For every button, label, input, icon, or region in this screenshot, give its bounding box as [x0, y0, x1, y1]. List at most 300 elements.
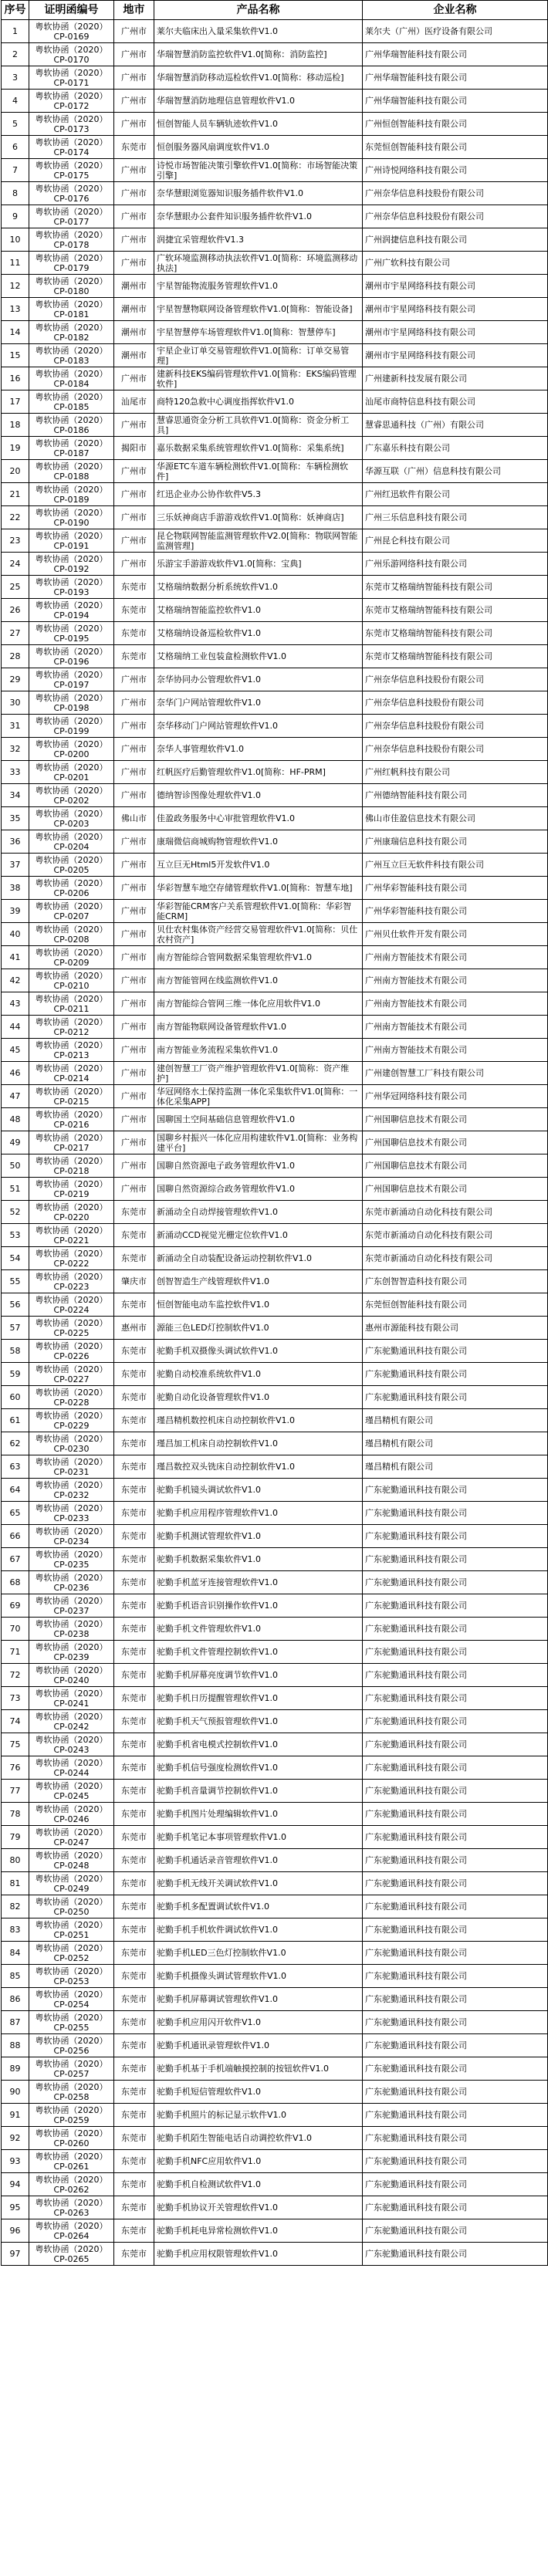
serial-number-cell: 33 — [2, 761, 29, 784]
table-row — [2, 1571, 548, 1594]
certificate-number-cell: 粤软协函（2020）CP-0173 — [29, 113, 114, 136]
city-cell: 东莞市 — [114, 1687, 154, 1710]
city-cell: 广州市 — [114, 1039, 154, 1062]
table-row — [2, 1756, 548, 1780]
certificate-number-cell: 粤软协函（2020）CP-0209 — [29, 946, 114, 969]
certificate-number-cell: 粤软协函（2020）CP-0196 — [29, 645, 114, 668]
company-name-cell: 广州国聊信息技术有限公司 — [363, 1131, 548, 1154]
city-cell: 东莞市 — [114, 2127, 154, 2150]
certificate-number-cell: 粤软协函（2020）CP-0230 — [29, 1432, 114, 1455]
table-row — [2, 1594, 548, 1618]
company-name-cell: 广州华瑞智能科技有限公司 — [363, 90, 548, 113]
city-cell: 广州市 — [114, 553, 154, 576]
certificate-number-cell: 粤软协函（2020）CP-0204 — [29, 830, 114, 854]
serial-number-cell: 87 — [2, 2011, 29, 2034]
certificate-number-cell: 粤软协函（2020）CP-0265 — [29, 2243, 114, 2266]
serial-number-cell: 56 — [2, 1293, 29, 1317]
company-name-cell: 慧睿思通科技（广州）有限公司 — [363, 414, 548, 437]
serial-number-cell: 37 — [2, 854, 29, 877]
serial-number-cell: 25 — [2, 576, 29, 599]
table-row — [2, 2011, 548, 2034]
table-row — [2, 1062, 548, 1085]
city-cell: 惠州市 — [114, 1317, 154, 1340]
city-cell: 东莞市 — [114, 1988, 154, 2011]
company-name-cell: 广东驼勤通讯科技有限公司 — [363, 1479, 548, 1502]
serial-number-cell: 36 — [2, 830, 29, 854]
table-row — [2, 1942, 548, 1965]
table-row — [2, 2034, 548, 2057]
product-name-cell: 德纳智诊图像处理软件V1.0 — [154, 784, 363, 807]
product-name-cell: 驼勤手机图片处理编辑软件V1.0 — [154, 1803, 363, 1826]
company-name-cell: 广东驼勤通讯科技有限公司 — [363, 1803, 548, 1826]
product-name-cell: 驼勤手机信号强度检测软件V1.0 — [154, 1756, 363, 1780]
city-cell: 广州市 — [114, 1131, 154, 1154]
city-cell: 东莞市 — [114, 1756, 154, 1780]
certificate-number-cell: 粤软协函（2020）CP-0203 — [29, 807, 114, 830]
certificate-number-cell: 粤软协函（2020）CP-0236 — [29, 1571, 114, 1594]
table-row — [2, 205, 548, 228]
table-row — [2, 738, 548, 761]
product-name-cell: 驼勤手机文件管理控制软件V1.0 — [154, 1641, 363, 1664]
certificate-number-cell: 粤软协函（2020）CP-0175 — [29, 159, 114, 182]
serial-number-cell: 52 — [2, 1201, 29, 1224]
company-name-cell: 瑾昌精机有限公司 — [363, 1432, 548, 1455]
serial-number-cell: 44 — [2, 1016, 29, 1039]
certificate-number-cell: 粤软协函（2020）CP-0213 — [29, 1039, 114, 1062]
table-row — [2, 946, 548, 969]
city-cell: 广州市 — [114, 414, 154, 437]
product-name-cell: 驼勤手机数据采集软件V1.0 — [154, 1548, 363, 1571]
serial-number-cell: 5 — [2, 113, 29, 136]
certificate-number-cell: 粤软协函（2020）CP-0246 — [29, 1803, 114, 1826]
certificate-number-cell: 粤软协函（2020）CP-0179 — [29, 252, 114, 275]
city-cell: 广州市 — [114, 830, 154, 854]
product-name-cell: 润捷宜采管理软件V1.3 — [154, 228, 363, 252]
table-row — [2, 1479, 548, 1502]
certificate-number-cell: 粤软协函（2020）CP-0244 — [29, 1756, 114, 1780]
table-row — [2, 1988, 548, 2011]
serial-number-cell: 51 — [2, 1178, 29, 1201]
serial-number-cell: 69 — [2, 1594, 29, 1618]
table-row — [2, 1154, 548, 1178]
table-row — [2, 1780, 548, 1803]
serial-number-cell: 79 — [2, 1826, 29, 1849]
table-header-row — [2, 1, 548, 20]
product-name-cell: 广软环境监测移动执法软件V1.0[简称：环境监测移动执法] — [154, 252, 363, 275]
company-name-cell: 广州华彩智能科技有限公司 — [363, 877, 548, 900]
city-cell: 东莞市 — [114, 1849, 154, 1872]
serial-number-cell: 15 — [2, 344, 29, 367]
company-name-cell: 广东驼勤通讯科技有限公司 — [363, 1780, 548, 1803]
table-row — [2, 1826, 548, 1849]
product-name-cell: 驼勤手机音量调节控制软件V1.0 — [154, 1780, 363, 1803]
certificate-number-cell: 粤软协函（2020）CP-0224 — [29, 1293, 114, 1317]
table-row — [2, 43, 548, 66]
serial-number-cell: 4 — [2, 90, 29, 113]
product-name-cell: 驼勤手机多配置调试软件V1.0 — [154, 1895, 363, 1918]
company-name-cell: 广东驼勤通讯科技有限公司 — [363, 1710, 548, 1733]
product-name-cell: 驼勤手机笔记本事项管理软件V1.0 — [154, 1826, 363, 1849]
serial-number-cell: 47 — [2, 1085, 29, 1108]
serial-number-cell: 2 — [2, 43, 29, 66]
serial-number-cell: 62 — [2, 1432, 29, 1455]
certificate-number-cell: 粤软协函（2020）CP-0169 — [29, 20, 114, 43]
company-name-cell: 广东驼勤通讯科技有限公司 — [363, 2081, 548, 2104]
table-row — [2, 1664, 548, 1687]
product-name-cell: 华瑞智慧消防地理信息管理软件V1.0 — [154, 90, 363, 113]
table-row — [2, 1687, 548, 1710]
serial-number-cell: 13 — [2, 298, 29, 321]
serial-number-cell: 68 — [2, 1571, 29, 1594]
city-cell: 广州市 — [114, 113, 154, 136]
certificate-number-cell: 粤软协函（2020）CP-0226 — [29, 1340, 114, 1363]
city-cell: 东莞市 — [114, 2196, 154, 2219]
product-name-cell: 驼勤手机照片的标记显示软件V1.0 — [154, 2104, 363, 2127]
product-name-cell: 莱尔夫临床出入量采集软件V1.0 — [154, 20, 363, 43]
table-row — [2, 228, 548, 252]
certificate-number-cell: 粤软协函（2020）CP-0258 — [29, 2081, 114, 2104]
company-name-cell: 广东驼勤通讯科技有限公司 — [363, 1965, 548, 1988]
city-cell: 东莞市 — [114, 1409, 154, 1432]
certificate-number-cell: 粤软协函（2020）CP-0229 — [29, 1409, 114, 1432]
serial-number-cell: 22 — [2, 506, 29, 529]
table-row — [2, 1803, 548, 1826]
city-cell: 东莞市 — [114, 136, 154, 159]
city-cell: 东莞市 — [114, 1664, 154, 1687]
table-row — [2, 275, 548, 298]
city-cell: 东莞市 — [114, 645, 154, 668]
company-name-cell: 广州奈华信息科技股份有限公司 — [363, 738, 548, 761]
table-row — [2, 2127, 548, 2150]
certificate-number-cell: 粤软协函（2020）CP-0218 — [29, 1154, 114, 1178]
city-cell: 广州市 — [114, 691, 154, 715]
table-row — [2, 900, 548, 923]
serial-number-cell: 50 — [2, 1154, 29, 1178]
header-company-name: 企业名称 — [363, 1, 548, 20]
product-name-cell: 艾格瑞纳数据分析系统软件V1.0 — [154, 576, 363, 599]
serial-number-cell: 83 — [2, 1918, 29, 1942]
city-cell: 东莞市 — [114, 1363, 154, 1386]
serial-number-cell: 73 — [2, 1687, 29, 1710]
table-row — [2, 2219, 548, 2243]
table-row — [2, 1525, 548, 1548]
product-name-cell: 恒创智能电动车监控软件V1.0 — [154, 1293, 363, 1317]
serial-number-cell: 31 — [2, 715, 29, 738]
product-name-cell: 慧睿思通资金分析工具软件V1.0[简称：资金分析工具] — [154, 414, 363, 437]
product-name-cell: 华瑞智慧消防移动巡检软件V1.0[简称：移动巡检] — [154, 66, 363, 90]
city-cell: 广州市 — [114, 668, 154, 691]
serial-number-cell: 14 — [2, 321, 29, 344]
serial-number-cell: 92 — [2, 2127, 29, 2150]
company-name-cell: 广州建新科技发展有限公司 — [363, 367, 548, 390]
certificate-number-cell: 粤软协函（2020）CP-0239 — [29, 1641, 114, 1664]
serial-number-cell: 29 — [2, 668, 29, 691]
product-name-cell: 驼勤手机耗电异常检测软件V1.0 — [154, 2219, 363, 2243]
table-row — [2, 1039, 548, 1062]
product-name-cell: 国聊自然资源电子政务管理软件V1.0 — [154, 1154, 363, 1178]
certificate-number-cell: 粤软协函（2020）CP-0214 — [29, 1062, 114, 1085]
table-row — [2, 66, 548, 90]
serial-number-cell: 40 — [2, 923, 29, 946]
certificate-number-cell: 粤软协函（2020）CP-0199 — [29, 715, 114, 738]
city-cell: 东莞市 — [114, 2057, 154, 2081]
product-name-cell: 奈华协同办公管理软件V1.0 — [154, 668, 363, 691]
company-name-cell: 瑾昌精机有限公司 — [363, 1455, 548, 1479]
product-name-cell: 驼勤手机日历提醒管理软件V1.0 — [154, 1687, 363, 1710]
certificate-number-cell: 粤软协函（2020）CP-0249 — [29, 1872, 114, 1895]
table-row — [2, 1201, 548, 1224]
certificate-number-cell: 粤软协函（2020）CP-0253 — [29, 1965, 114, 1988]
product-name-cell: 红迅企业办公协作软件V5.3 — [154, 483, 363, 506]
city-cell: 广州市 — [114, 1154, 154, 1178]
serial-number-cell: 94 — [2, 2173, 29, 2196]
certificate-number-cell: 粤软协函（2020）CP-0185 — [29, 390, 114, 414]
product-name-cell: 南方智能管网在线监测软件V1.0 — [154, 969, 363, 992]
table-row — [2, 1432, 548, 1455]
company-name-cell: 广东驼勤通讯科技有限公司 — [363, 1826, 548, 1849]
product-name-cell: 驼勤手机应用权限管理软件V1.0 — [154, 2243, 363, 2266]
table-row — [2, 1733, 548, 1756]
city-cell: 潮州市 — [114, 321, 154, 344]
table-row — [2, 1317, 548, 1340]
table-row — [2, 298, 548, 321]
table-row — [2, 1131, 548, 1154]
city-cell: 东莞市 — [114, 1872, 154, 1895]
product-name-cell: 康瑞微信商城购物管理软件V1.0 — [154, 830, 363, 854]
company-name-cell: 广东驼勤通讯科技有限公司 — [363, 2243, 548, 2266]
table-row — [2, 390, 548, 414]
certificate-number-cell: 粤软协函（2020）CP-0193 — [29, 576, 114, 599]
company-name-cell: 广东驼勤通讯科技有限公司 — [363, 2150, 548, 2173]
table-row — [2, 761, 548, 784]
certificate-number-cell: 粤软协函（2020）CP-0248 — [29, 1849, 114, 1872]
company-name-cell: 广东驼勤通讯科技有限公司 — [363, 1618, 548, 1641]
city-cell: 肇庆市 — [114, 1270, 154, 1293]
serial-number-cell: 43 — [2, 992, 29, 1016]
city-cell: 潮州市 — [114, 298, 154, 321]
certificate-number-cell: 粤软协函（2020）CP-0240 — [29, 1664, 114, 1687]
header-city: 地市 — [114, 1, 154, 20]
software-product-table — [1, 0, 548, 2266]
certificate-number-cell: 粤软协函（2020）CP-0228 — [29, 1386, 114, 1409]
serial-number-cell: 11 — [2, 252, 29, 275]
certificate-number-cell: 粤软协函（2020）CP-0227 — [29, 1363, 114, 1386]
city-cell: 东莞市 — [114, 1224, 154, 1247]
product-name-cell: 宇星智能物流服务管理软件V1.0 — [154, 275, 363, 298]
certificate-number-cell: 粤软协函（2020）CP-0188 — [29, 460, 114, 483]
city-cell: 广州市 — [114, 738, 154, 761]
city-cell: 东莞市 — [114, 2011, 154, 2034]
city-cell: 东莞市 — [114, 2243, 154, 2266]
city-cell: 广州市 — [114, 969, 154, 992]
city-cell: 广州市 — [114, 1108, 154, 1131]
table-row — [2, 1618, 548, 1641]
table-row — [2, 1178, 548, 1201]
certificate-number-cell: 粤软协函（2020）CP-0242 — [29, 1710, 114, 1733]
certificate-number-cell: 粤软协函（2020）CP-0205 — [29, 854, 114, 877]
product-name-cell: 南方智能业务流程采集软件V1.0 — [154, 1039, 363, 1062]
company-name-cell: 广州诗悦网络科技有限公司 — [363, 159, 548, 182]
city-cell: 潮州市 — [114, 344, 154, 367]
certificate-number-cell: 粤软协函（2020）CP-0202 — [29, 784, 114, 807]
certificate-number-cell: 粤软协函（2020）CP-0190 — [29, 506, 114, 529]
serial-number-cell: 54 — [2, 1247, 29, 1270]
company-name-cell: 广东驼勤通讯科技有限公司 — [363, 2173, 548, 2196]
serial-number-cell: 38 — [2, 877, 29, 900]
serial-number-cell: 57 — [2, 1317, 29, 1340]
company-name-cell: 广州贝仕软件开发有限公司 — [363, 923, 548, 946]
table-body — [2, 20, 548, 2266]
company-name-cell: 佛山市佳盈信息技术有限公司 — [363, 807, 548, 830]
company-name-cell: 广州国聊信息技术有限公司 — [363, 1154, 548, 1178]
company-name-cell: 广州奈华信息科技股份有限公司 — [363, 691, 548, 715]
serial-number-cell: 81 — [2, 1872, 29, 1895]
serial-number-cell: 59 — [2, 1363, 29, 1386]
city-cell: 东莞市 — [114, 1293, 154, 1317]
company-name-cell: 广东驼勤通讯科技有限公司 — [363, 1571, 548, 1594]
city-cell: 广州市 — [114, 1178, 154, 1201]
certificate-number-cell: 粤软协函（2020）CP-0225 — [29, 1317, 114, 1340]
certificate-number-cell: 粤软协函（2020）CP-0243 — [29, 1733, 114, 1756]
company-name-cell: 广州国聊信息技术有限公司 — [363, 1178, 548, 1201]
serial-number-cell: 8 — [2, 182, 29, 205]
product-name-cell: 源能三色LED灯控制软件V1.0 — [154, 1317, 363, 1340]
company-name-cell: 东莞市新涌动自动化科技有限公司 — [363, 1224, 548, 1247]
company-name-cell: 广东驼勤通讯科技有限公司 — [363, 1849, 548, 1872]
city-cell: 广州市 — [114, 66, 154, 90]
serial-number-cell: 91 — [2, 2104, 29, 2127]
certificate-number-cell: 粤软协函（2020）CP-0189 — [29, 483, 114, 506]
table-row — [2, 1895, 548, 1918]
company-name-cell: 东莞市新涌动自动化科技有限公司 — [363, 1247, 548, 1270]
city-cell: 东莞市 — [114, 1618, 154, 1641]
certificate-number-cell: 粤软协函（2020）CP-0222 — [29, 1247, 114, 1270]
certificate-number-cell: 粤软协函（2020）CP-0170 — [29, 43, 114, 66]
table-row — [2, 1386, 548, 1409]
table-row — [2, 1016, 548, 1039]
product-name-cell: 驼勤手机天气预报管理软件V1.0 — [154, 1710, 363, 1733]
city-cell: 东莞市 — [114, 1548, 154, 1571]
certificate-number-cell: 粤软协函（2020）CP-0211 — [29, 992, 114, 1016]
certificate-number-cell: 粤软协函（2020）CP-0252 — [29, 1942, 114, 1965]
city-cell: 广州市 — [114, 877, 154, 900]
city-cell: 东莞市 — [114, 1525, 154, 1548]
table-row — [2, 321, 548, 344]
serial-number-cell: 3 — [2, 66, 29, 90]
city-cell: 东莞市 — [114, 1965, 154, 1988]
city-cell: 东莞市 — [114, 1571, 154, 1594]
city-cell: 广州市 — [114, 1016, 154, 1039]
serial-number-cell: 70 — [2, 1618, 29, 1641]
product-name-cell: 驼勤手机应用闪开软件V1.0 — [154, 2011, 363, 2034]
company-name-cell: 东莞市新涌动自动化科技有限公司 — [363, 1201, 548, 1224]
product-name-cell: 恒创服务器风扇调度软件V1.0 — [154, 136, 363, 159]
certificate-number-cell: 粤软协函（2020）CP-0201 — [29, 761, 114, 784]
city-cell: 东莞市 — [114, 2034, 154, 2057]
product-name-cell: 建创智慧工厂资产维护管理软件V1.0[简称：资产维护] — [154, 1062, 363, 1085]
serial-number-cell: 88 — [2, 2034, 29, 2057]
company-name-cell: 广东驼勤通讯科技有限公司 — [363, 2127, 548, 2150]
company-name-cell: 广东驼勤通讯科技有限公司 — [363, 2057, 548, 2081]
serial-number-cell: 66 — [2, 1525, 29, 1548]
certificate-number-cell: 粤软协函（2020）CP-0233 — [29, 1502, 114, 1525]
company-name-cell: 广东驼勤通讯科技有限公司 — [363, 1525, 548, 1548]
serial-number-cell: 63 — [2, 1455, 29, 1479]
certificate-number-cell: 粤软协函（2020）CP-0171 — [29, 66, 114, 90]
product-name-cell: 奈华慧眼办公套件知识服务插件软件V1.0 — [154, 205, 363, 228]
serial-number-cell: 7 — [2, 159, 29, 182]
product-name-cell: 佳盈政务服务中心审批管理软件V1.0 — [154, 807, 363, 830]
company-name-cell: 广东驼勤通讯科技有限公司 — [363, 1918, 548, 1942]
city-cell: 广州市 — [114, 43, 154, 66]
company-name-cell: 广州奈华信息科技股份有限公司 — [363, 182, 548, 205]
table-row — [2, 2196, 548, 2219]
table-row — [2, 20, 548, 43]
city-cell: 东莞市 — [114, 1826, 154, 1849]
table-row — [2, 1641, 548, 1664]
certificate-number-cell: 粤软协函（2020）CP-0259 — [29, 2104, 114, 2127]
product-name-cell: 商特120急救中心调度指挥软件V1.0 — [154, 390, 363, 414]
company-name-cell: 广州奈华信息科技股份有限公司 — [363, 668, 548, 691]
serial-number-cell: 16 — [2, 367, 29, 390]
company-name-cell: 华源互联（广州）信息科技有限公司 — [363, 460, 548, 483]
company-name-cell: 广州昆仑科技有限公司 — [363, 529, 548, 553]
table-row — [2, 969, 548, 992]
company-name-cell: 瑾昌精机有限公司 — [363, 1409, 548, 1432]
company-name-cell: 广州国聊信息技术有限公司 — [363, 1108, 548, 1131]
product-name-cell: 华源ETC车道车辆检测软件V1.0[简称：车辆检测软件] — [154, 460, 363, 483]
certificate-number-cell: 粤软协函（2020）CP-0178 — [29, 228, 114, 252]
certificate-number-cell: 粤软协函（2020）CP-0207 — [29, 900, 114, 923]
product-name-cell: 华彩智能CRM客户关系管理软件V1.0[简称：华彩智能CRM] — [154, 900, 363, 923]
product-name-cell: 驼勤自动校准系统软件V1.0 — [154, 1363, 363, 1386]
serial-number-cell: 35 — [2, 807, 29, 830]
serial-number-cell: 67 — [2, 1548, 29, 1571]
certificate-number-cell: 粤软协函（2020）CP-0191 — [29, 529, 114, 553]
table-row — [2, 1247, 548, 1270]
product-name-cell: 驼勤手机NFC应用软件V1.0 — [154, 2150, 363, 2173]
table-row — [2, 2104, 548, 2127]
serial-number-cell: 10 — [2, 228, 29, 252]
table-row — [2, 159, 548, 182]
table-row — [2, 1849, 548, 1872]
certificate-number-cell: 粤软协函（2020）CP-0180 — [29, 275, 114, 298]
table-row — [2, 414, 548, 437]
product-name-cell: 嘉乐数据采集系统管理软件V1.0[简称：采集系统] — [154, 437, 363, 460]
certificate-number-cell: 粤软协函（2020）CP-0219 — [29, 1178, 114, 1201]
product-name-cell: 驼勤手机屏幕调试管理软件V1.0 — [154, 1988, 363, 2011]
table-row — [2, 1085, 548, 1108]
city-cell: 东莞市 — [114, 2173, 154, 2196]
serial-number-cell: 34 — [2, 784, 29, 807]
table-row — [2, 1293, 548, 1317]
table-row — [2, 1455, 548, 1479]
city-cell: 东莞市 — [114, 1710, 154, 1733]
serial-number-cell: 86 — [2, 1988, 29, 2011]
product-name-cell: 驼勤自动化设备管理软件V1.0 — [154, 1386, 363, 1409]
certificate-number-cell: 粤软协函（2020）CP-0261 — [29, 2150, 114, 2173]
certificate-number-cell: 粤软协函（2020）CP-0186 — [29, 414, 114, 437]
table-row — [2, 784, 548, 807]
table-row — [2, 182, 548, 205]
city-cell: 东莞市 — [114, 599, 154, 622]
certificate-number-cell: 粤软协函（2020）CP-0231 — [29, 1455, 114, 1479]
certificate-number-cell: 粤软协函（2020）CP-0200 — [29, 738, 114, 761]
product-name-cell: 建新科技EKS编码管理软件V1.0[简称：EKS编码管理软件] — [154, 367, 363, 390]
product-name-cell: 驼勤手机LED三色灯控制软件V1.0 — [154, 1942, 363, 1965]
company-name-cell: 广州奈华信息科技股份有限公司 — [363, 715, 548, 738]
table-row — [2, 1965, 548, 1988]
